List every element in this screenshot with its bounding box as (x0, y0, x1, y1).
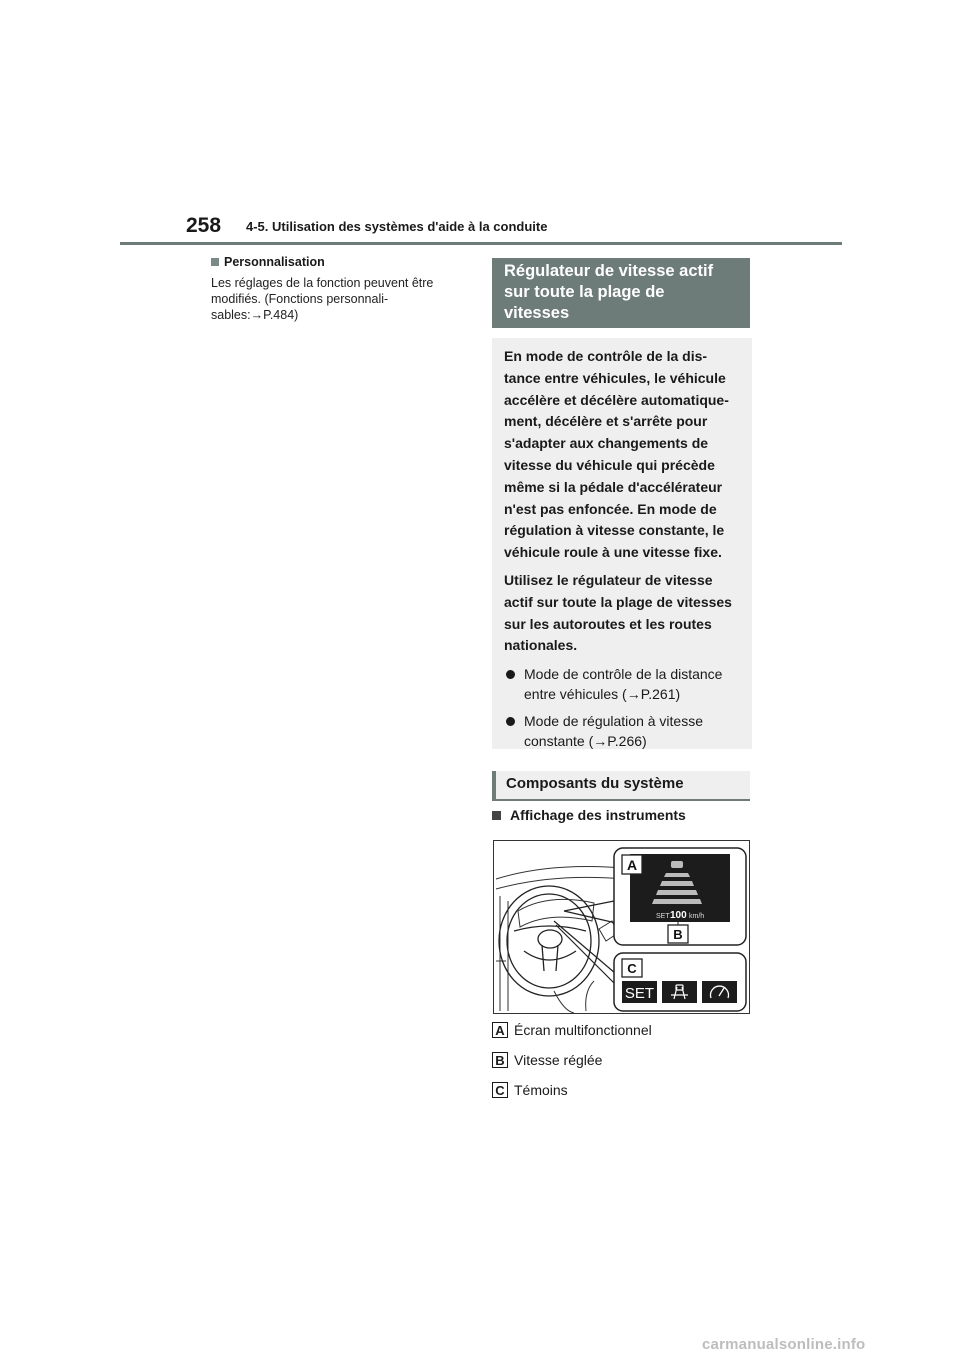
section-title: 4-5. Utilisation des systèmes d'aide à la conduite (246, 219, 548, 234)
square-bullet-icon (211, 258, 219, 266)
distance-control-icon (662, 981, 697, 1003)
bullet-line[interactable]: constante (→P.266) (524, 732, 647, 749)
intro-line: accélère et décélère automatique- (504, 391, 729, 408)
set-prefix-label: SET (656, 913, 670, 920)
header-rule (120, 242, 842, 245)
legend-key: B (492, 1052, 508, 1068)
personnalisation-section (211, 255, 461, 323)
usage-line: Utilisez le régulateur de vitesse (504, 571, 713, 588)
intro-line: s'adapter aux changements de (504, 435, 709, 452)
callout-c-label: C (627, 961, 637, 976)
intro-line: En mode de contrôle de la dis- (504, 348, 708, 364)
regulateur-title-line: Régulateur de vitesse actif (504, 262, 714, 280)
bullet-line: Mode de régulation à vitesse (524, 713, 703, 730)
personnalisation-heading (211, 255, 461, 269)
legend-key: A (492, 1022, 508, 1038)
personnalisation-body (211, 275, 461, 323)
intro-line: vitesse du véhicule qui précède (504, 456, 715, 473)
instrument-figure (493, 840, 750, 1014)
bullet-line: Mode de contrôle de la distance (524, 666, 723, 683)
usage-paragraph (504, 570, 740, 657)
mode-constante-bullet (504, 712, 740, 751)
legend-label: Témoins (514, 1082, 568, 1098)
mode-distance-bullet (504, 665, 740, 704)
watermark[interactable]: carmanualsonline.info (702, 1336, 866, 1353)
regulateur-title-line: vitesses (504, 304, 570, 322)
affichage-heading (492, 807, 686, 823)
usage-line: sur les autoroutes et les routes (504, 615, 712, 632)
personnalisation-line: sables:→P.484) (211, 308, 299, 322)
composants-title: Composants du système (492, 771, 750, 801)
bullet-line[interactable]: entre véhicules (→P.261) (524, 685, 681, 702)
affichage-heading-text: Affichage des instruments (510, 807, 686, 823)
bullet-dot-icon (506, 670, 515, 679)
intro-line: régulation à vitesse constante, le (504, 522, 725, 539)
set-speed-value: 100 (670, 910, 687, 921)
regulateur-intro-box (492, 338, 752, 749)
intro-line: tance entre véhicules, le véhicule (504, 369, 726, 386)
instrument-illustration (494, 841, 750, 1014)
regulateur-title-box (492, 258, 750, 328)
square-bullet-icon (492, 811, 501, 820)
callout-a-label: A (626, 857, 638, 873)
page-number: 258 (186, 214, 222, 237)
set-speed-unit: km/h (689, 913, 705, 920)
usage-line: actif sur toute la plage de vitesses (504, 593, 732, 610)
legend-key: C (492, 1082, 508, 1098)
personnalisation-line: modifiés. (Fonctions personnali- (211, 292, 389, 306)
legend-item-c (492, 1082, 568, 1098)
intro-line: ment, décélère et s'arrête pour (504, 413, 708, 430)
intro-line: véhicule roule à une vitesse fixe. (504, 544, 722, 561)
intro-line: n'est pas enfoncée. En mode de (504, 500, 717, 517)
personnalisation-heading-text: Personnalisation (224, 255, 325, 269)
legend-item-a (492, 1022, 652, 1038)
legend-label: Vitesse réglée (514, 1052, 603, 1068)
set-indicator-text: SET (624, 985, 655, 1002)
usage-line: nationales. (504, 637, 578, 654)
legend-item-b (492, 1052, 602, 1068)
personnalisation-line: Les réglages de la fonction peuvent être (211, 276, 434, 290)
intro-paragraph (504, 346, 740, 564)
intro-line: même si la pédale d'accélérateur (504, 478, 723, 495)
bullet-dot-icon (506, 717, 515, 726)
speedometer-cruise-icon (702, 981, 737, 1003)
regulateur-title-line: sur toute la plage de (504, 283, 665, 301)
callout-b-label: B (673, 927, 683, 942)
legend-label: Écran multifonctionnel (514, 1022, 652, 1038)
